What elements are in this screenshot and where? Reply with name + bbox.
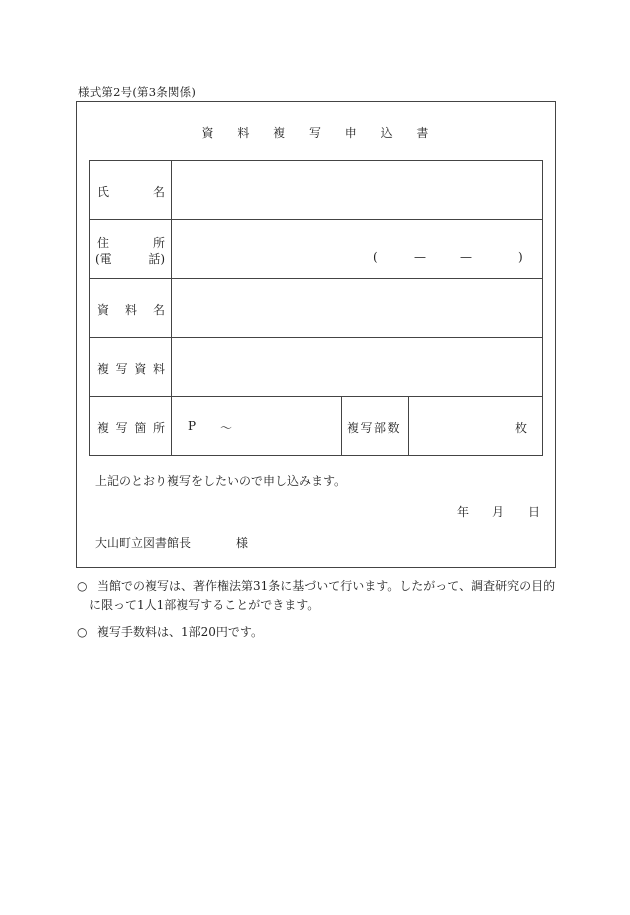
note-text-continued: に限って1人1部複写することができます。 [89,598,320,612]
date-day: 日 [528,505,541,519]
name-row [90,161,542,220]
material-name-row [90,279,542,338]
note-bullet: ○ [77,579,88,593]
application-statement: 上記のとおり複写をしたいので申し込みます。 [95,474,347,488]
form-number: 様式第2号(第3条関係) [78,85,197,99]
document-title: 資 料 複 写 申 込 書 [201,126,439,140]
address-row [90,220,542,279]
copy-count-label: 複写部数 [347,421,402,435]
address-label: 住 所 [97,236,165,250]
date-year: 年 [457,505,470,519]
material-name-field[interactable] [172,279,542,337]
material-name-label: 資 料 名 [97,303,165,317]
page-range-separator: ～ [220,421,233,435]
phone-open-paren: ( [373,250,378,264]
phone-close-paren: ) [518,250,523,264]
honorific: 様 [236,536,249,550]
address-field[interactable] [172,220,542,278]
application-table [89,160,543,456]
copy-material-row [90,338,542,397]
recipient: 大山町立図書館長 [95,536,192,550]
note-copyright [77,577,557,615]
phone-dash-2: — [460,250,472,264]
copy-pages-row [90,397,542,455]
note-text: 複写手数料は、1部20円です。 [97,625,263,639]
copy-material-label: 複 写 資 料 [97,362,165,376]
phone-dash-1: — [414,250,426,264]
phone-label: (電 話) [95,252,165,266]
date-month: 月 [492,505,505,519]
name-label: 氏 名 [97,185,165,199]
note-fee [77,623,557,642]
name-field[interactable] [172,161,542,219]
copy-pages-label: 複 写 箇 所 [97,421,165,435]
note-bullet: ○ [77,625,88,639]
copy-material-field[interactable] [172,338,542,396]
note-text: 当館での複写は、著作権法第31条に基づいて行います。したがって、調査研究の目的 [97,579,556,593]
page-prefix: P [188,419,197,433]
sheets-unit: 枚 [515,421,528,435]
